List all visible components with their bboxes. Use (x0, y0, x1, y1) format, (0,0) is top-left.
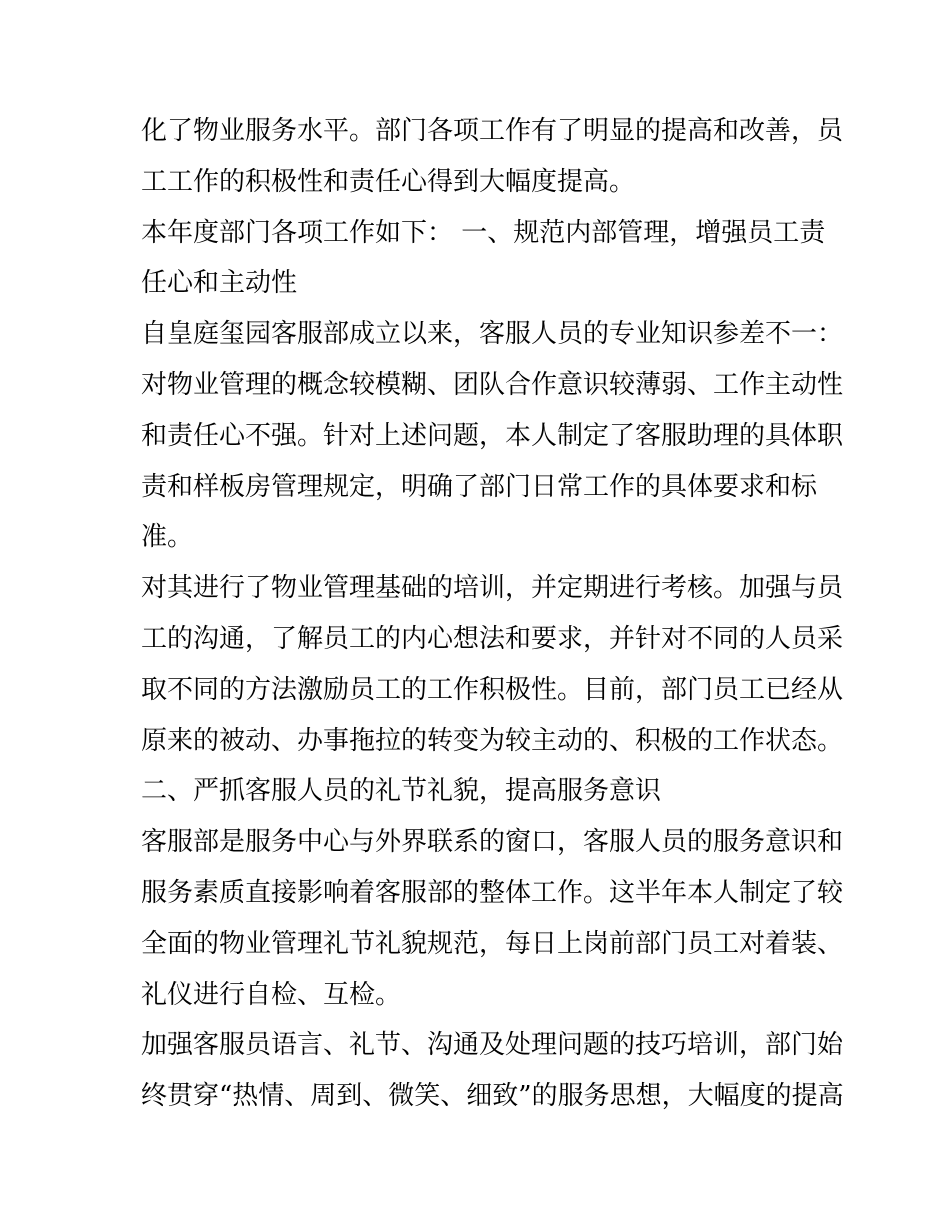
text-line: 自皇庭玺园客服部成立以来，客服人员的专业知识参差不一： (141, 319, 844, 350)
text-line: 本年度部门各项工作如下： 一、规范内部管理，增强员工责 (141, 217, 826, 248)
text-line: 原来的被动、办事拖拉的转变为较主动的、积极的工作状态。 (141, 725, 844, 756)
text-line: 服务素质直接影响着客服部的整体工作。这半年本人制定了较 (141, 877, 844, 908)
text-line: 工工作的积极性和责任心得到大幅度提高。 (141, 166, 636, 197)
text-line: 和责任心不强。针对上述问题，本人制定了客服助理的具体职 (141, 420, 844, 451)
document-body (141, 106, 844, 1122)
text-line: 准。 (141, 522, 194, 553)
text-line: 礼仪进行自检、互检。 (141, 979, 402, 1010)
text-line: 对其进行了物业管理基础的培训，并定期进行考核。加强与员 (141, 573, 844, 604)
text-line: 终贯穿“热情、周到、微笑、细致”的服务思想，大幅度的提高 (141, 1081, 844, 1112)
text-line: 化了物业服务水平。部门各项工作有了明显的提高和改善，员 (141, 116, 844, 146)
text-line: 任心和主动性 (141, 268, 298, 299)
text-line: 二、严抓客服人员的礼节礼貌，提高服务意识 (141, 776, 662, 807)
text-line: 加强客服员语言、礼节、沟通及处理问题的技巧培训，部门始 (141, 1030, 844, 1061)
text-line: 对物业管理的概念较模糊、团队合作意识较薄弱、工作主动性 (141, 369, 844, 400)
text-line: 责和样板房管理规定，明确了部门日常工作的具体要求和标 (141, 471, 818, 502)
text-line: 全面的物业管理礼节礼貌规范，每日上岗前部门员工对着装、 (141, 928, 844, 959)
text-line: 工的沟通，了解员工的内心想法和要求，并针对不同的人员采 (141, 623, 844, 654)
text-line: 取不同的方法激励员工的工作积极性。目前，部门员工已经从 (141, 674, 844, 705)
text-line: 客服部是服务中心与外界联系的窗口，客服人员的服务意识和 (141, 827, 844, 858)
